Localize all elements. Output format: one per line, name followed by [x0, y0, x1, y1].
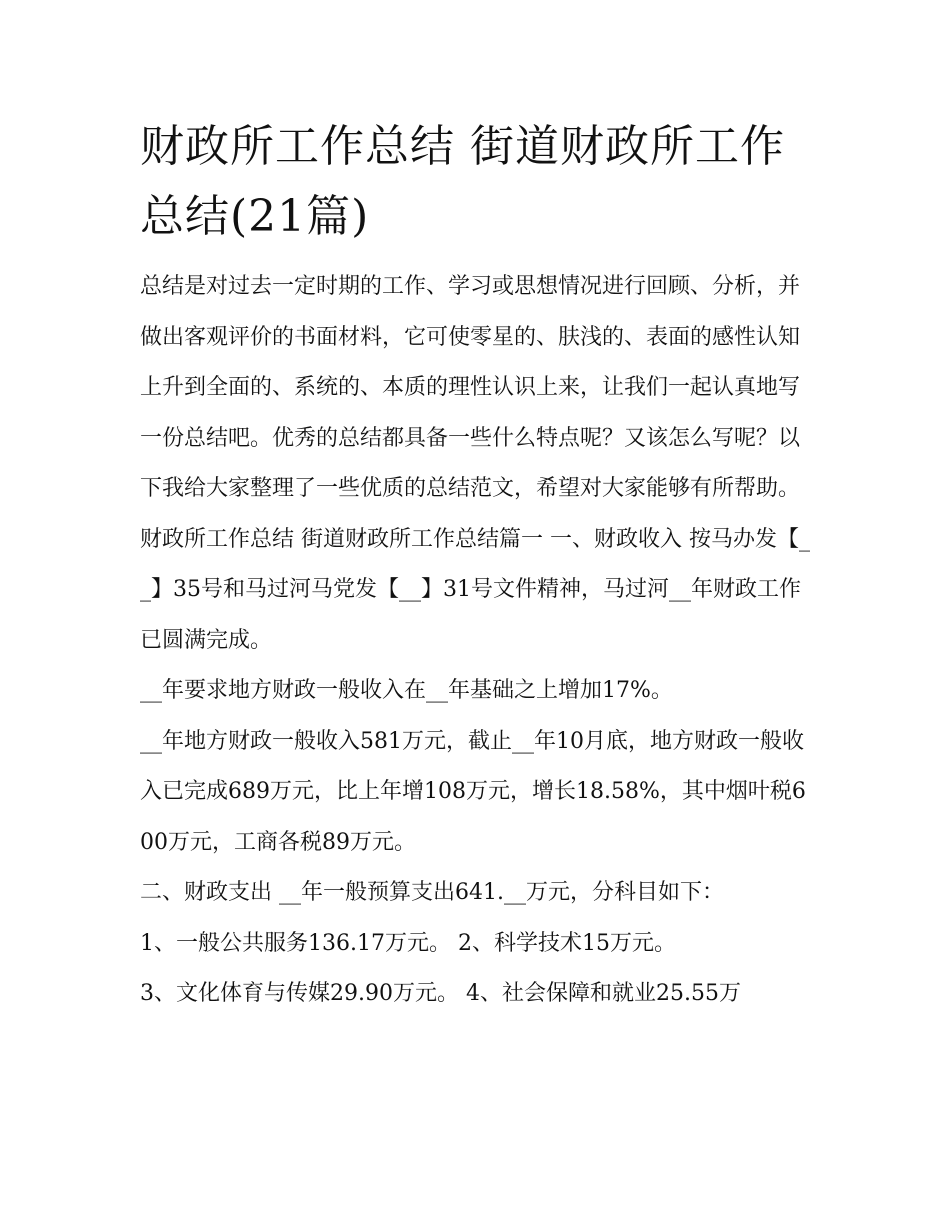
paragraph-expenditure-intro: 二、财政支出 __年一般预算支出641.__万元，分科目如下： — [140, 880, 724, 905]
document-page — [140, 112, 815, 1020]
paragraph-expenditure-items-3-4: 3、文化体育与传媒29.90万元。 4、社会保障和就业25.55万 — [140, 981, 741, 1006]
paragraph-expenditure-items-1-2: 1、一般公共服务136.17万元。 2、科学技术15万元。 — [140, 930, 676, 956]
paragraph-revenue-target: __年要求地方财政一般收入在__年基础之上增加17%。 — [140, 678, 673, 703]
paragraph-revenue-intro: 财政所工作总结 街道财政所工作总结篇一 一、财政收入 按马办发【__】35号和马过河马党发【__】31号文件精神，马过河__年财政工作已圆满完成。 — [140, 526, 810, 653]
document-title: 财政所工作总结 街道财政所工作总结(21篇) — [140, 121, 785, 242]
paragraph-revenue-detail: __年地方财政一般收入581万元，截止__年10月底，地方财政一般收入已完成689万元，比上年增108万元，增长18.58%，其中烟叶税600万元，工商各税89万元。 — [140, 728, 806, 855]
paragraph-intro: 总结是对过去一定时期的工作、学习或思想情况进行回顾、分析，并做出客观评价的书面材料，它可使零星的、肤浅的、表面的感性认知上升到全面的、系统的、本质的理性认识上来，让我们一起认真地写一份总结吧。优秀的总结都具备一些什么特点呢？又该怎么写呢？以下我给大家整理了一些优质的总结范文，希望对大家能够有所帮助。 — [140, 274, 801, 501]
